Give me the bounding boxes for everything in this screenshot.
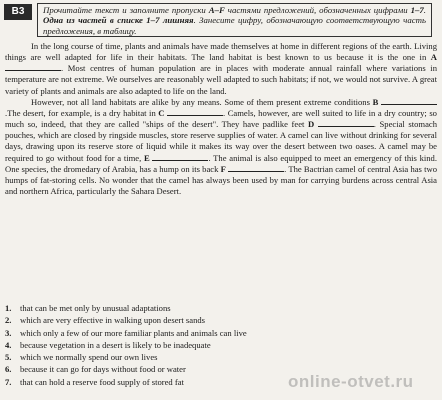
option-number: 2. <box>5 315 12 326</box>
gap-c-blank[interactable] <box>167 108 223 116</box>
option-text: because it can go for days without food or water <box>20 364 186 375</box>
option-text: which we normally spend our own lives <box>20 352 158 363</box>
task-instructions <box>37 3 432 37</box>
passage-text: . The Bactrian camel of central Asia has two humps of fat-storing cells. No wonder that the camel has always been used by man for carrying burdens across central Asia and northern Africa, particularly the Sahara Desert. <box>5 163 438 197</box>
passage-text: . Special stomach pouches, which are closed by ringside muscles, store reserve supplies of water. A camel can live without drinking for several days, drawing upon its reserve store of liquid while it makes its way over the desert between two oases. A camel may be required to go without food for a time, <box>5 119 437 163</box>
instruction-text: . Занесите цифру, обозначающую соответствующую часть предложения, в таблицу. <box>43 15 426 36</box>
option-number: 4. <box>5 339 12 350</box>
option-number: 3. <box>5 327 12 338</box>
instruction-text: . <box>423 5 426 15</box>
option-text: because vegetation in a desert is likely to be inadequate <box>20 339 211 350</box>
instruction-text: частями предложений, обозначенных цифрами <box>224 5 411 15</box>
gap-d-blank[interactable] <box>318 119 374 127</box>
gap-label-d: D <box>307 119 315 130</box>
option-text: that can hold a reserve food supply of stored fat <box>20 376 184 387</box>
instruction-emphasis: A–F <box>208 5 225 15</box>
option-text: that can be met only by unusual adaptations <box>20 303 171 313</box>
option-number: 1. <box>5 303 12 313</box>
passage-text: However, not all land habitats are alike by any means. Some of them present extreme conditions <box>31 96 373 107</box>
gap-label-f: F <box>220 163 226 174</box>
gap-e-blank[interactable] <box>152 153 208 161</box>
reading-passage <box>5 41 437 197</box>
option-number: 6. <box>5 364 12 375</box>
option-number: 5. <box>5 352 12 363</box>
option-item <box>5 339 437 351</box>
instruction-emphasis: 1–7 <box>410 5 424 15</box>
passage-text: . Most centres of human population are in places with moderate annual rainfall where variations in temperature are not extreme. We ourselves are reasonably well adapted to such habitats; if not, we would not survive. A great variety of plants and animals are also adapted to life on the land. <box>5 63 437 96</box>
passage-text: . The animal is also equipped to meet an emergency of this kind. One species, the dromedary of Arabia, has a hump on its back <box>5 152 437 174</box>
task-code-badge: B3 <box>4 4 32 20</box>
instruction-emphasis: Одна из частей в списке 1–7 лишняя <box>43 15 194 26</box>
gap-f-blank[interactable] <box>228 164 284 172</box>
site-watermark: online-otvet.ru <box>288 372 414 391</box>
gap-label-c: C <box>158 107 165 118</box>
option-text: which are very effective in walking upon desert sands <box>20 315 206 326</box>
option-item <box>5 314 437 326</box>
gap-a-blank[interactable] <box>5 63 61 71</box>
option-item <box>5 327 437 339</box>
gap-label-e: E <box>143 152 150 163</box>
option-text: which only a few of our more familiar plants and animals can live <box>20 327 247 338</box>
option-item <box>5 351 437 363</box>
gap-b-blank[interactable] <box>381 97 437 105</box>
passage-text: . Camels, however, are well suited to life in a dry country; so much so, indeed, that they are called "ships of the desert". They have padlike feet <box>5 107 437 130</box>
option-number: 7. <box>5 376 12 387</box>
gap-label-a: A <box>430 52 437 63</box>
paragraph-1 <box>5 41 437 97</box>
passage-text: .The desert, for example, is a dry habitat in <box>5 107 159 118</box>
option-item <box>5 302 437 314</box>
gap-label-b: B <box>372 96 379 107</box>
paragraph-2 <box>5 97 437 197</box>
instruction-text: Прочитайте текст и заполните пропуски <box>43 5 209 15</box>
passage-text: In the long course of time, plants and animals have made themselves at home in different regions of the earth. Living things are well adapted for life in their habitats. The land habitat is best known to us because it is the one in <box>5 41 437 63</box>
